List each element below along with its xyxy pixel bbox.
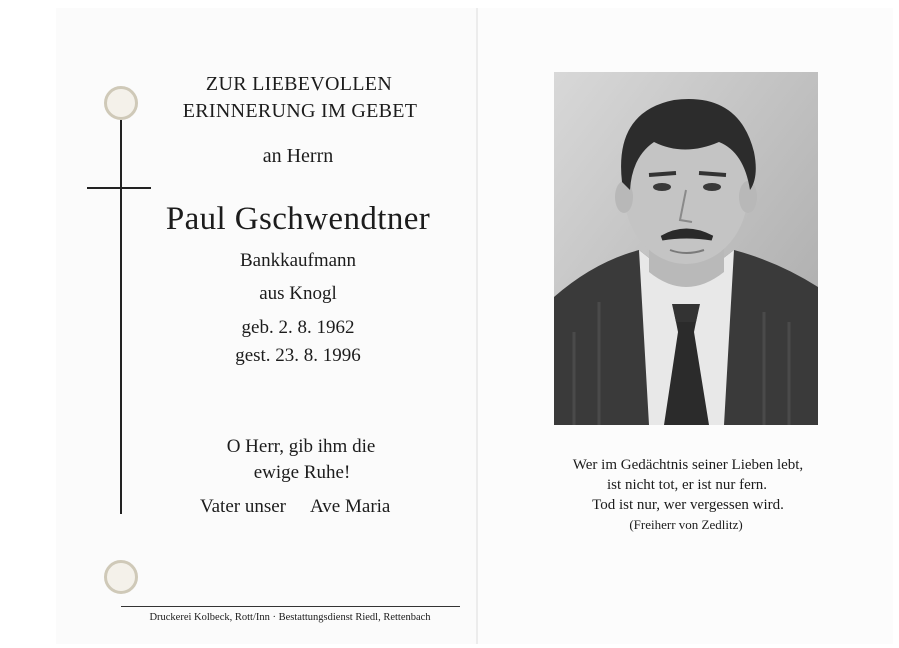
origin: aus Knogl — [259, 283, 337, 304]
punch-hole-icon — [104, 560, 138, 594]
prayer-line-1: O Herr, gib ihm die — [226, 436, 376, 457]
prayer-ave-maria: Ave Maria — [310, 496, 391, 517]
quote-line-1: Wer im Gedächtnis seiner Lieben lebt, — [572, 457, 804, 473]
quote-author: (Freiherr von Zedlitz) — [629, 517, 743, 532]
cross-vertical-bar — [120, 120, 122, 514]
prayer-vater-unser: Vater unser — [200, 496, 286, 517]
portrait-photo — [554, 72, 818, 425]
prayer-line-2: ewige Ruhe! — [253, 462, 351, 483]
footer-divider — [121, 606, 460, 607]
birth-date: geb. 2. 8. 1962 — [241, 317, 355, 338]
salutation: an Herrn — [262, 145, 334, 167]
cross-horizontal-bar — [87, 187, 151, 189]
heading-line-2: ERINNERUNG IM GEBET — [182, 100, 418, 122]
heading-line-1: ZUR LIEBEVOLLEN — [205, 73, 393, 95]
quote-line-3: Tod ist nur, wer vergessen wird. — [592, 497, 784, 513]
prayer-list — [200, 496, 390, 518]
printer-credit: Druckerei Kolbeck, Rott/Inn · Bestattungsdienst Riedl, Rettenbach — [149, 612, 431, 623]
quote-line-2: ist nicht tot, er ist nur fern. — [607, 477, 767, 493]
punch-hole-icon — [104, 86, 138, 120]
profession: Bankkaufmann — [239, 250, 357, 271]
deceased-name: Paul Gschwendtner — [165, 201, 431, 237]
death-date: gest. 23. 8. 1996 — [235, 345, 361, 366]
